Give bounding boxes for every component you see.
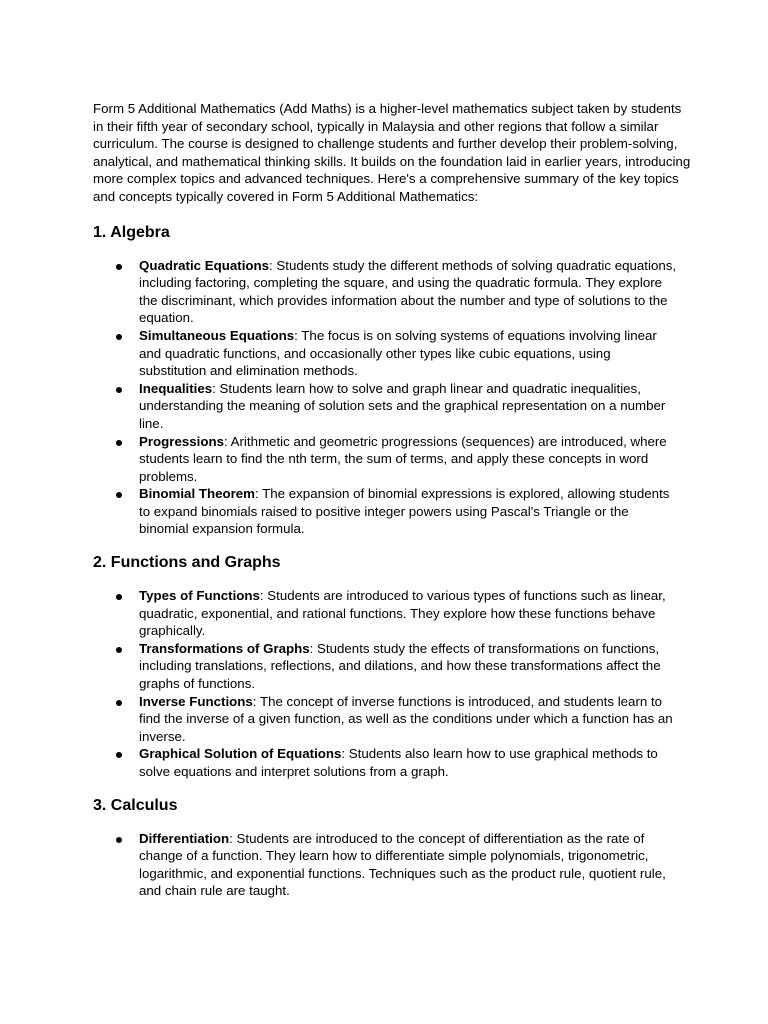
bullet-icon (116, 440, 122, 446)
bullet-icon (116, 647, 122, 653)
list-item (93, 745, 679, 780)
bullet-text: : The expansion of binomial expressions is explored, allowing students to expand binomials raised to positive integer powers using Pascal's Triangle or the binomial expansion formula. (139, 486, 670, 537)
bullet-term: Inequalities (139, 380, 213, 396)
bullet-icon (116, 752, 122, 758)
bullet-icon (116, 264, 122, 270)
bullet-icon (116, 334, 122, 340)
bullet-text: : Students study the different methods of solving quadratic equations, including factoring, completing the square, and using the quadratic formula. They explore the discriminant, which provides information about the number and type of solutions to the equation. (139, 257, 677, 326)
list-item (93, 327, 679, 380)
list-item (93, 830, 679, 900)
algebra-bullet-list (93, 257, 693, 539)
bullet-icon (116, 837, 122, 843)
bullet-text: : Students learn how to solve and graph linear and quadratic inequalities, understanding the meaning of solution sets and the graphical representation on a number line. (139, 380, 666, 431)
document-page (93, 100, 693, 900)
section-heading-algebra: 1. Algebra (93, 223, 170, 241)
intro-paragraph: Form 5 Additional Mathematics (Add Maths) is a higher-level mathematics subject taken by students in their fifth year of secondary school, typically in Malaysia and other regions that follow a similar curriculum. The course is designed to challenge students and further develop their problem-solving, analytical, and mathematical thinking skills. It builds on the foundation laid in earlier years, introducing more complex topics and advanced techniques. Here's a comprehensive summary of the key topics and concepts typically covered in Form 5 Additional Mathematics: (93, 101, 691, 204)
section-heading-calculus: 3. Calculus (93, 796, 178, 814)
bullet-icon (116, 387, 122, 393)
bullet-term: Types of Functions (139, 588, 260, 604)
calculus-bullet-list (93, 830, 693, 900)
bullet-icon (116, 700, 122, 706)
bullet-term: Graphical Solution of Equations (139, 746, 342, 762)
bullet-term: Inverse Functions (139, 693, 253, 709)
bullet-icon (116, 594, 122, 600)
list-item (93, 640, 679, 693)
bullet-term: Quadratic Equations (139, 257, 270, 273)
bullet-text: : The focus is on solving systems of equations involving linear and quadratic functions, and occasionally other types like cubic equations, using substitution and elimination methods. (139, 327, 657, 379)
bullet-term: Differentiation (139, 830, 230, 846)
list-item (93, 587, 679, 640)
bullet-term: Transformations of Graphs (139, 640, 310, 656)
list-item (93, 693, 679, 746)
list-item (93, 433, 679, 486)
functions-bullet-list (93, 587, 693, 781)
list-item (93, 485, 679, 538)
bullet-term: Simultaneous Equations (139, 327, 295, 343)
bullet-text: : Students study the effects of transformations on functions, including translations, reflections, and dilations, and how these transformations affect the graphs of functions. (139, 640, 661, 692)
section-heading-functions-and-graphs: 2. Functions and Graphs (93, 554, 281, 572)
bullet-text: : Students also learn how to use graphical methods to solve equations and interpret solutions from a graph. (139, 746, 658, 779)
bullet-text: : Arithmetic and geometric progressions (sequences) are introduced, where students learn to find the nth term, the sum of terms, and apply these concepts in word problems. (139, 433, 667, 484)
bullet-icon (116, 492, 122, 498)
list-item (93, 257, 679, 327)
bullet-text: : Students are introduced to the concept of differentiation as the rate of change of a function. They learn how to differentiate simple polynomials, trigonometric, logarithmic, and exponential functions. Techniques such as the product rule, quotient rule, and chain rule are taught. (139, 830, 666, 899)
bullet-term: Progressions (139, 433, 224, 449)
bullet-term: Binomial Theorem (139, 486, 255, 502)
bullet-text: : Students are introduced to various types of functions such as linear, quadratic, exponential, and rational functions. They explore how these functions behave graphically. (139, 588, 666, 639)
list-item (93, 380, 679, 433)
bullet-text: : The concept of inverse functions is introduced, and students learn to find the inverse of a given function, as well as the conditions under which a function has an inverse. (139, 693, 673, 744)
